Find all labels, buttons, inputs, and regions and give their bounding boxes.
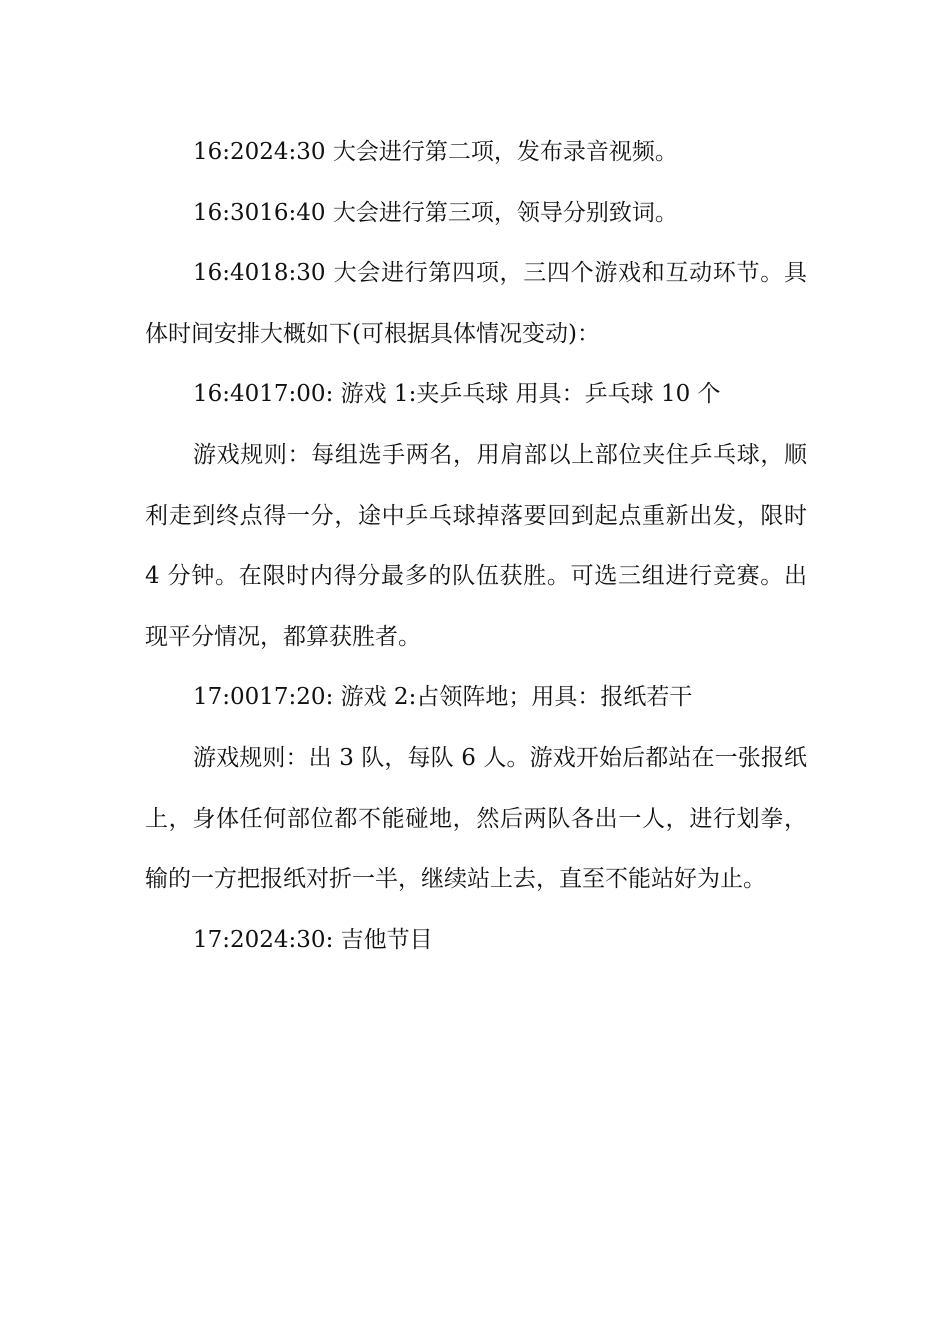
paragraph-game-2-rules: 游戏规则：出 3 队，每队 6 人。游戏开始后都站在一张报纸上，身体任何部位都不能碰地，然后两队各出一人，进行划拳，输的一方把报纸对折一半，继续站上去，直至不能站好为止。 [145, 744, 807, 893]
paragraph-game-1-heading: 16:4017:00: 游戏 1:夹乒乓球 用具：乒乓球 10 个 [193, 381, 721, 408]
paragraph-guitar-program: 17:2024:30: 吉他节目 [193, 926, 433, 953]
paragraph-game-1-rules: 游戏规则：每组选手两名，用肩部以上部位夹住乒乓球，顺利走到终点得一分，途中乒乓球掉落要回到起点重新出发，限时 4 分钟。在限时内得分最多的队伍获胜。可选三组进行竞赛。出现平分情况，都算获胜者。 [145, 441, 807, 650]
document-body [145, 122, 807, 970]
paragraph-game-2-heading: 17:0017:20: 游戏 2:占领阵地；用具：报纸若干 [193, 684, 693, 711]
paragraph-schedule-item-3: 16:3016:40 大会进行第三项，领导分别致词。 [193, 199, 678, 226]
paragraph-schedule-item-4: 16:4018:30 大会进行第四项，三四个游戏和互动环节。具体时间安排大概如下(可根据具体情况变动)： [145, 260, 807, 347]
paragraph-schedule-item-2: 16:2024:30 大会进行第二项，发布录音视频。 [193, 139, 678, 165]
